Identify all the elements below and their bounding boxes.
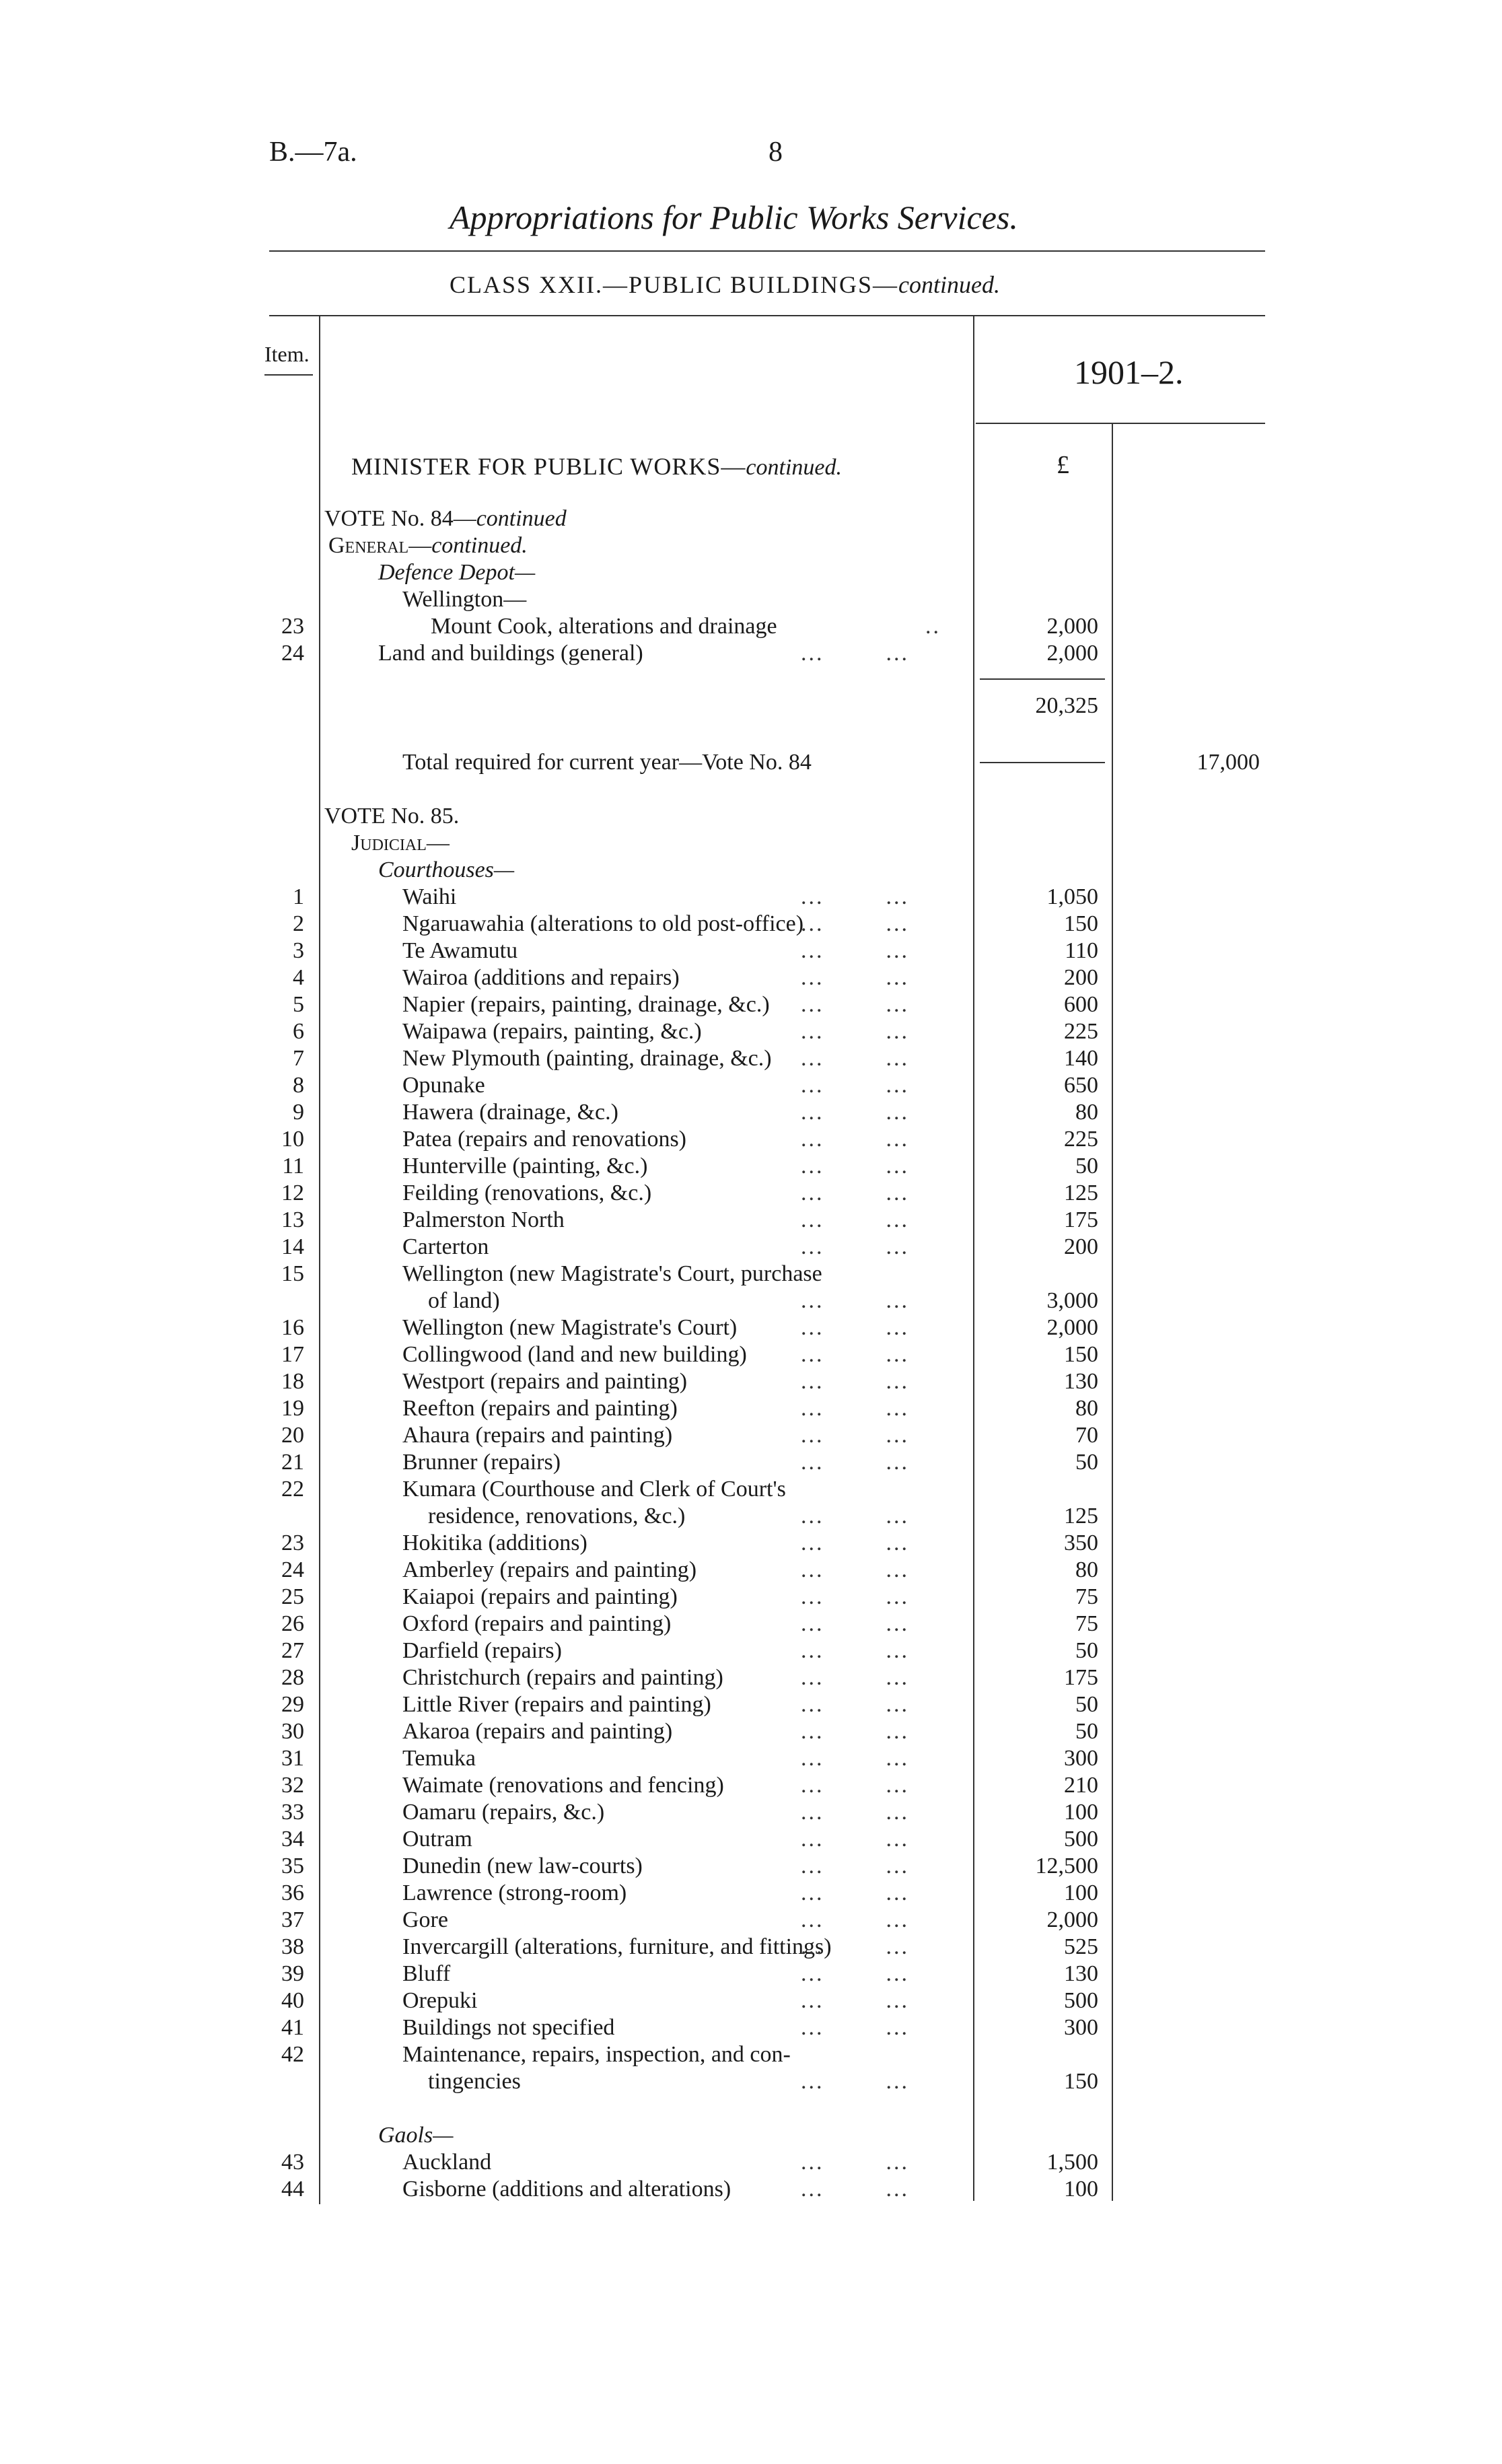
vote-84-heading-text: VOTE No. 84— [324, 506, 476, 531]
item-number: 1 [293, 884, 304, 909]
leader-dots: ... ... [801, 1773, 909, 1798]
leader-dots: ... ... [801, 1854, 909, 1878]
item-description: Dunedin (new law-courts) [402, 1854, 643, 1878]
item-amount: 500 [1064, 1827, 1098, 1852]
rule [269, 315, 1265, 316]
table-row [0, 1719, 1502, 1746]
item-description-continuation: of land) [428, 1288, 500, 1313]
leader-dots: ... ... [801, 1961, 909, 1986]
item-amount: 150 [1064, 911, 1098, 936]
leader-dots: .. [925, 614, 941, 639]
table-row [0, 2177, 1502, 2204]
leader-dots: ... ... [801, 992, 909, 1017]
table-row [0, 1100, 1502, 1127]
item-description: Wellington (new Magistrate's Court, purchase [402, 1261, 822, 1286]
leader-dots: ... ... [801, 1100, 909, 1125]
vote-84-total: 17,000 [1196, 750, 1260, 775]
item-amount: 2,000 [1046, 614, 1098, 639]
leader-dots: ... ... [801, 1046, 909, 1071]
item-description: Land and buildings (general) [378, 641, 643, 666]
table-row [0, 1369, 1502, 1396]
rule [976, 423, 1265, 424]
item-number: 7 [293, 1046, 304, 1071]
leader-dots: ... ... [801, 1827, 909, 1852]
vote-84-heading-cont: continued [476, 506, 567, 531]
item-number: 23 [281, 1530, 304, 1555]
item-number: 12 [281, 1181, 304, 1205]
minister-heading-text: MINISTER FOR PUBLIC WORKS— [351, 453, 746, 480]
item-description: Orepuki [402, 1988, 478, 2013]
item-description: Oxford (repairs and painting) [402, 1611, 672, 1636]
item-amount: 350 [1064, 1530, 1098, 1555]
table-row [0, 1073, 1502, 1100]
item-description: Gisborne (additions and alterations) [402, 2177, 731, 2202]
leader-dots: ... ... [801, 1369, 909, 1394]
item-amount: 50 [1075, 1154, 1098, 1178]
item-description: Amberley (repairs and painting) [402, 1557, 697, 1582]
vote-84-subtotal: 20,325 [1035, 693, 1098, 718]
item-description: Darfield (repairs) [402, 1638, 562, 1663]
leader-dots: ... ... [801, 1638, 909, 1663]
item-amount: 1,050 [1046, 884, 1098, 909]
item-number: 35 [281, 1854, 304, 1878]
item-amount: 300 [1064, 1746, 1098, 1771]
table-row [0, 1342, 1502, 1369]
item-number: 11 [282, 1154, 304, 1178]
item-number: 19 [281, 1396, 304, 1421]
table-row [0, 614, 1502, 641]
item-number: 6 [293, 1019, 304, 1044]
item-amount: 2,000 [1046, 641, 1098, 666]
item-description: Hawera (drainage, &c.) [402, 1100, 618, 1125]
item-description: Patea (repairs and renovations) [402, 1127, 686, 1152]
rule [980, 678, 1105, 680]
item-number: 15 [281, 1261, 304, 1286]
table-row [0, 2150, 1502, 2177]
leader-dots: ... ... [801, 1800, 909, 1825]
item-description: Oamaru (repairs, &c.) [402, 1800, 605, 1825]
item-amount: 2,000 [1046, 1907, 1098, 1932]
item-description: Temuka [402, 1746, 476, 1771]
item-description: Westport (repairs and painting) [402, 1369, 688, 1394]
table-row [0, 1665, 1502, 1692]
item-number: 17 [281, 1342, 304, 1367]
defence-depot-heading: Defence Depot— [378, 560, 536, 585]
table-row-continuation [0, 2069, 1502, 2096]
item-number: 5 [293, 992, 304, 1017]
item-amount: 80 [1075, 1100, 1098, 1125]
rule [264, 374, 313, 376]
item-description: Brunner (repairs) [402, 1450, 561, 1475]
table-row [0, 911, 1502, 938]
item-number: 39 [281, 1961, 304, 1986]
rule [980, 762, 1105, 763]
leader-dots: ... ... [801, 1746, 909, 1771]
item-number: 34 [281, 1827, 304, 1852]
leader-dots: ... ... [801, 1423, 909, 1448]
item-number: 8 [293, 1073, 304, 1098]
table-row-continuation [0, 1504, 1502, 1530]
table-row [0, 1154, 1502, 1181]
item-description: Lawrence (strong-room) [402, 1880, 627, 1905]
table-row [0, 1181, 1502, 1207]
leader-dots: ... ... [801, 2069, 909, 2094]
item-description-continuation: residence, renovations, &c.) [428, 1504, 686, 1528]
item-description: Invercargill (alterations, furniture, and fittings) [402, 1934, 832, 1959]
currency-header: £ [1057, 451, 1069, 479]
item-amount: 70 [1075, 1423, 1098, 1448]
item-amount: 1,500 [1046, 2150, 1098, 2175]
item-amount: 500 [1064, 1988, 1098, 2013]
item-amount: 100 [1064, 2177, 1098, 2202]
table-row [0, 965, 1502, 992]
item-description: Feilding (renovations, &c.) [402, 1181, 652, 1205]
table-row [0, 1638, 1502, 1665]
item-number: 25 [281, 1584, 304, 1609]
item-amount: 50 [1075, 1719, 1098, 1744]
table-row [0, 1746, 1502, 1773]
item-description: Kumara (Courthouse and Clerk of Court's [402, 1477, 786, 1502]
leader-dots: ... ... [801, 1665, 909, 1690]
item-amount: 300 [1064, 2015, 1098, 2040]
leader-dots: ... ... [801, 1450, 909, 1475]
item-description: Christchurch (repairs and painting) [402, 1665, 723, 1690]
table-row [0, 1019, 1502, 1046]
item-number: 22 [281, 1477, 304, 1502]
item-number: 3 [293, 938, 304, 963]
leader-dots: ... ... [801, 1315, 909, 1340]
item-amount: 130 [1064, 1961, 1098, 1986]
item-description-continuation: tingencies [428, 2069, 521, 2094]
leader-dots: ... ... [801, 911, 909, 936]
item-number: 27 [281, 1638, 304, 1663]
table-row [0, 1611, 1502, 1638]
table-row [0, 1315, 1502, 1342]
item-amount: 210 [1064, 1773, 1098, 1798]
table-row [0, 1396, 1502, 1423]
leader-dots: ... ... [801, 1880, 909, 1905]
page-number: 8 [768, 137, 783, 168]
table-row [0, 938, 1502, 965]
item-amount: 50 [1075, 1638, 1098, 1663]
leader-dots: ... ... [801, 1234, 909, 1259]
item-description: Te Awamutu [402, 938, 518, 963]
judicial-heading: Judicial— [351, 831, 450, 855]
item-description: Reefton (repairs and painting) [402, 1396, 678, 1421]
table-row [0, 1234, 1502, 1261]
item-description: Collingwood (land and new building) [402, 1342, 747, 1367]
item-amount: 80 [1075, 1396, 1098, 1421]
table-row [0, 2042, 1502, 2069]
table-row [0, 1477, 1502, 1504]
item-description: Carterton [402, 1234, 489, 1259]
item-description: Akaroa (repairs and painting) [402, 1719, 673, 1744]
leader-dots: ... ... [801, 1154, 909, 1178]
item-description: Wairoa (additions and repairs) [402, 965, 680, 990]
table-row [0, 1127, 1502, 1154]
leader-dots: ... ... [801, 1504, 909, 1528]
leader-dots: ... ... [801, 1342, 909, 1367]
class-heading-cont: continued. [898, 271, 1000, 298]
table-row [0, 1961, 1502, 1988]
table-row [0, 1934, 1502, 1961]
leader-dots: ... ... [801, 1019, 909, 1044]
general-heading [328, 533, 528, 559]
table-row [0, 1423, 1502, 1450]
item-number: 38 [281, 1934, 304, 1959]
item-number: 44 [281, 2177, 304, 2202]
item-description: Outram [402, 1827, 472, 1852]
item-amount: 50 [1075, 1692, 1098, 1717]
leader-dots: ... ... [801, 2177, 909, 2202]
item-amount: 75 [1075, 1584, 1098, 1609]
item-description: Maintenance, repairs, inspection, and con- [402, 2042, 791, 2067]
item-number: 23 [281, 614, 304, 639]
item-amount: 150 [1064, 1342, 1098, 1367]
item-description: Hunterville (painting, &c.) [402, 1154, 648, 1178]
item-description: Waihi [402, 884, 457, 909]
item-number: 32 [281, 1773, 304, 1798]
minister-heading [351, 454, 842, 479]
item-amount: 75 [1075, 1611, 1098, 1636]
leader-dots: ... ... [801, 641, 909, 666]
table-row [0, 1988, 1502, 2015]
item-number: 13 [281, 1207, 304, 1232]
leader-dots: ... ... [801, 1557, 909, 1582]
item-number: 26 [281, 1611, 304, 1636]
table-row [0, 1880, 1502, 1907]
table-row [0, 2015, 1502, 2042]
table-row [0, 1261, 1502, 1288]
item-description: Ngaruawahia (alterations to old post-office) [402, 911, 804, 936]
leader-dots: ... ... [801, 1127, 909, 1152]
item-amount: 100 [1064, 1800, 1098, 1825]
item-number: 18 [281, 1369, 304, 1394]
table-row [0, 1773, 1502, 1800]
item-amount: 12,500 [1035, 1854, 1098, 1878]
item-column-header: Item. [264, 342, 310, 366]
item-amount: 600 [1064, 992, 1098, 1017]
item-number: 2 [293, 911, 304, 936]
courthouses-heading: Courthouses— [378, 857, 515, 882]
total-label: Total required for current year—Vote No. 84 [402, 750, 812, 775]
item-amount: 130 [1064, 1369, 1098, 1394]
item-amount: 140 [1064, 1046, 1098, 1071]
item-number: 28 [281, 1665, 304, 1690]
general-heading-text: General— [328, 533, 432, 558]
table-row [0, 1557, 1502, 1584]
item-number: 24 [281, 641, 304, 666]
leader-dots: ... ... [801, 1073, 909, 1098]
item-number: 4 [293, 965, 304, 990]
table-row [0, 1207, 1502, 1234]
leader-dots: ... ... [801, 1207, 909, 1232]
table-row [0, 1827, 1502, 1854]
table-row-continuation [0, 1288, 1502, 1315]
document-reference: B.—7a. [269, 137, 357, 168]
leader-dots: ... ... [801, 938, 909, 963]
item-amount: 225 [1064, 1127, 1098, 1152]
class-heading [450, 273, 1000, 297]
table-row [0, 1800, 1502, 1827]
item-amount: 80 [1075, 1557, 1098, 1582]
item-number: 9 [293, 1100, 304, 1125]
item-amount: 225 [1064, 1019, 1098, 1044]
item-amount: 50 [1075, 1450, 1098, 1475]
leader-dots: ... ... [801, 1181, 909, 1205]
leader-dots: ... ... [801, 1907, 909, 1932]
item-number: 37 [281, 1907, 304, 1932]
item-description: Kaiapoi (repairs and painting) [402, 1584, 678, 1609]
item-description: Gore [402, 1907, 448, 1932]
item-number: 31 [281, 1746, 304, 1771]
leader-dots: ... ... [801, 965, 909, 990]
leader-dots: ... ... [801, 1530, 909, 1555]
item-number: 10 [281, 1127, 304, 1152]
item-number: 41 [281, 2015, 304, 2040]
item-description: Ahaura (repairs and painting) [402, 1423, 673, 1448]
table-row [0, 992, 1502, 1019]
item-number: 16 [281, 1315, 304, 1340]
general-heading-cont: continued. [431, 533, 528, 558]
leader-dots: ... ... [801, 1988, 909, 2013]
leader-dots: ... ... [801, 1611, 909, 1636]
item-number: 33 [281, 1800, 304, 1825]
item-description: Waimate (renovations and fencing) [402, 1773, 724, 1798]
item-amount: 3,000 [1046, 1288, 1098, 1313]
item-amount: 525 [1064, 1934, 1098, 1959]
item-number: 20 [281, 1423, 304, 1448]
item-description: Palmerston North [402, 1207, 565, 1232]
item-description: Little River (repairs and painting) [402, 1692, 711, 1717]
year-column-header: 1901–2. [1074, 353, 1184, 391]
leader-dots: ... ... [801, 1934, 909, 1959]
leader-dots: ... ... [801, 2015, 909, 2040]
leader-dots: ... ... [801, 2150, 909, 2175]
table-row [0, 1692, 1502, 1719]
item-number: 43 [281, 2150, 304, 2175]
leader-dots: ... ... [801, 1692, 909, 1717]
table-row [0, 641, 1502, 668]
item-amount: 150 [1064, 2069, 1098, 2094]
item-description: Wellington (new Magistrate's Court) [402, 1315, 738, 1340]
minister-heading-cont: continued. [746, 455, 842, 480]
item-description: Mount Cook, alterations and drainage [431, 614, 777, 639]
leader-dots: ... ... [801, 884, 909, 909]
item-number: 42 [281, 2042, 304, 2067]
item-amount: 125 [1064, 1181, 1098, 1205]
item-amount: 650 [1064, 1073, 1098, 1098]
item-description: New Plymouth (painting, drainage, &c.) [402, 1046, 772, 1071]
item-description: Waipawa (repairs, painting, &c.) [402, 1019, 702, 1044]
item-description: Opunake [402, 1073, 485, 1098]
item-amount: 175 [1064, 1207, 1098, 1232]
item-number: 21 [281, 1450, 304, 1475]
table-row [0, 1907, 1502, 1934]
item-amount: 200 [1064, 1234, 1098, 1259]
rule [269, 250, 1265, 252]
item-amount: 100 [1064, 1880, 1098, 1905]
item-description: Auckland [402, 2150, 492, 2175]
item-number: 36 [281, 1880, 304, 1905]
item-amount: 110 [1065, 938, 1098, 963]
item-number: 14 [281, 1234, 304, 1259]
table-row [0, 1530, 1502, 1557]
table-row [0, 1854, 1502, 1880]
leader-dots: ... ... [801, 1719, 909, 1744]
item-description: Bluff [402, 1961, 451, 1986]
item-description: Hokitika (additions) [402, 1530, 587, 1555]
table-row [0, 884, 1502, 911]
table-row [0, 1450, 1502, 1477]
item-description: Napier (repairs, painting, drainage, &c.) [402, 992, 770, 1017]
item-number: 30 [281, 1719, 304, 1744]
item-number: 24 [281, 1557, 304, 1582]
leader-dots: ... ... [801, 1288, 909, 1313]
vote-84-heading [324, 506, 567, 532]
page-title: Appropriations for Public Works Services. [450, 199, 1018, 236]
item-amount: 200 [1064, 965, 1098, 990]
item-number: 40 [281, 1988, 304, 2013]
vote-85-heading: VOTE No. 85. [324, 804, 460, 829]
class-heading-text: CLASS XXII.—PUBLIC BUILDINGS— [450, 271, 899, 298]
table-row [0, 1046, 1502, 1073]
total-row [0, 750, 1502, 777]
leader-dots: ... ... [801, 1584, 909, 1609]
item-amount: 2,000 [1046, 1315, 1098, 1340]
item-description: Buildings not specified [402, 2015, 615, 2040]
wellington-heading: Wellington— [402, 587, 527, 612]
item-amount: 175 [1064, 1665, 1098, 1690]
item-number: 29 [281, 1692, 304, 1717]
table-row [0, 1584, 1502, 1611]
item-amount: 125 [1064, 1504, 1098, 1528]
leader-dots: ... ... [801, 1396, 909, 1421]
gaols-heading: Gaols— [378, 2123, 454, 2148]
